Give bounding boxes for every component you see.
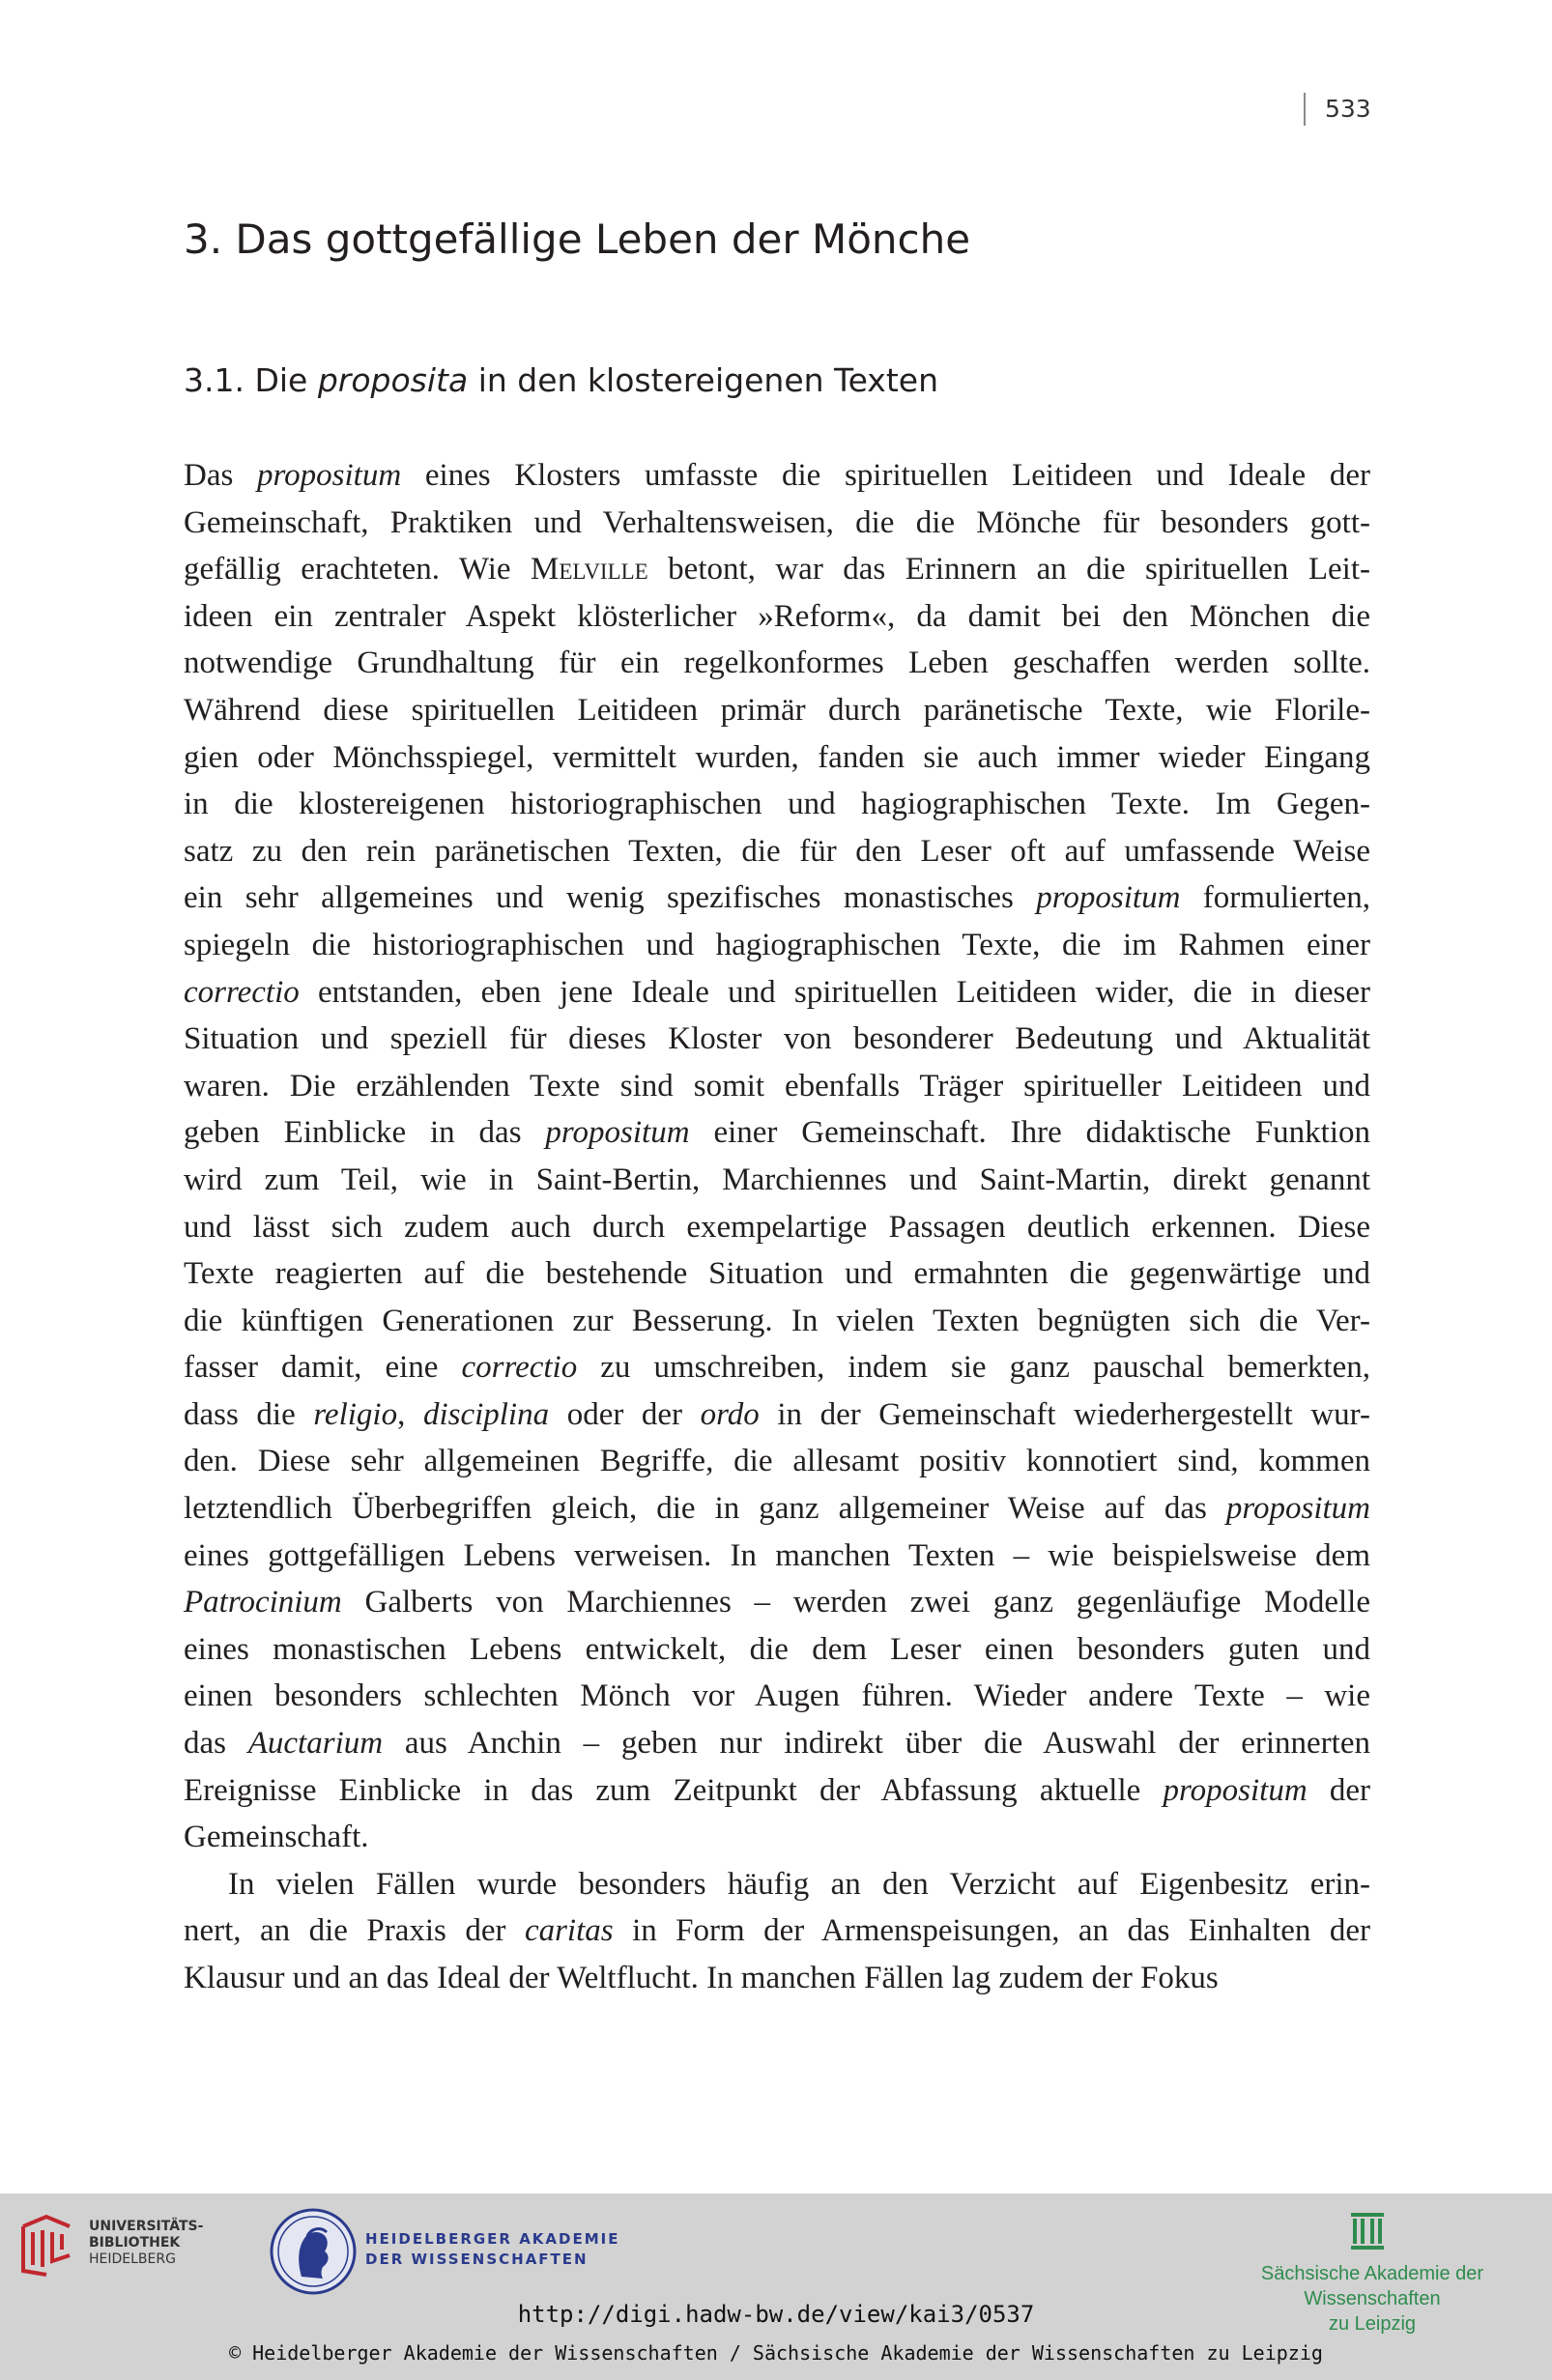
text-run: in Form der Armenspeisungen, an das Einhalten der (613, 1913, 1371, 1949)
text-line (184, 734, 1370, 782)
text-line (184, 1063, 1370, 1110)
text-run: notwendige Grundhaltung für ein regelkonformes Leben geschaffen werden sollte. (184, 645, 1370, 681)
ub-line-3: HEIDELBERG (89, 2251, 176, 2267)
text-run: satz zu den rein paränetischen Texten, die für den Leser oft auf umfassende Weise (184, 833, 1370, 869)
italic-term: propositum (545, 1115, 690, 1151)
text-run: in die klostereigenen historiographischen und hagiographischen Texte. Im Gegen- (184, 787, 1370, 822)
italic-term: Auctarium (247, 1726, 384, 1762)
hadw-line-1: HEIDELBERGER AKADEMIE (365, 2230, 620, 2248)
text-run: gefällig erachteten. Wie (184, 552, 531, 588)
text-line (184, 1391, 1370, 1439)
italic-term: propositum (1225, 1491, 1370, 1527)
text-run: ideen ein zentraler Aspekt klösterlicher »Reform«, da damit bei den Mönchen die (184, 598, 1370, 634)
text-run: wird zum Teil, wie in Saint-Bertin, Marchiennes und Saint-Martin, direkt genannt (184, 1161, 1370, 1197)
italic-term: disciplina (422, 1396, 550, 1432)
text-line (184, 687, 1370, 734)
text-line (184, 1157, 1370, 1204)
ub-line-1: UNIVERSITÄTS- (89, 2219, 204, 2234)
text-run: spiegeln die historiographischen und hagiographischen Texte, die im Rahmen einer (184, 927, 1370, 962)
text-line (184, 1861, 1370, 1908)
italic-term: religio (313, 1396, 398, 1432)
text-line (184, 1298, 1370, 1345)
text-run: die künftigen Generationen zur Besserung. In vielen Texten begnügten sich die Ver- (184, 1303, 1370, 1338)
text-line (184, 1626, 1370, 1674)
text-run: aus Anchin – geben nur indirekt über die Auswahl der erinnerten (383, 1726, 1370, 1762)
text-run: Texte reagierten auf die bestehende Situation und ermahnten die gegenwärtige und (184, 1256, 1370, 1292)
body-text (184, 452, 1370, 2002)
text-run: den. Diese sehr allgemeinen Begriffe, die allesamt positiv konnotiert sind, kommen (184, 1444, 1370, 1479)
section-title-italic: proposita (317, 361, 469, 399)
italic-term: propositum (257, 458, 402, 493)
text-line (184, 500, 1370, 547)
text-line (184, 1344, 1370, 1391)
text-run: betont, war das Erinnern an die spirituellen Leit- (647, 552, 1370, 588)
text-run: gien oder Mönchsspiegel, vermittelt wurden, fanden sie auch immer wieder Eingang (184, 739, 1370, 775)
text-line (184, 452, 1370, 500)
text-line (184, 1579, 1370, 1626)
text-line (184, 1720, 1370, 1767)
text-run: entstanden, eben jene Ideale und spirituellen Leitideen wider, die in dieser (299, 974, 1370, 1010)
text-line (184, 640, 1370, 687)
footer-url-link[interactable]: http://digi.hadw-bw.de/view/kai3/0537 (517, 2301, 1035, 2328)
italic-term: propositum (1163, 1772, 1308, 1808)
text-run: der (1307, 1772, 1371, 1808)
text-run: waren. Die erzählenden Texte sind somit ebenfalls Träger spiritueller Leitideen und (184, 1068, 1370, 1104)
text-run: formulierten, (1180, 880, 1370, 916)
text-run: Situation und speziell für dieses Kloster von besonderer Bedeutung und Aktualität (184, 1021, 1370, 1057)
text-line (184, 546, 1370, 593)
text-run: geben Einblicke in das (184, 1115, 546, 1151)
text-run: eines Klosters umfasste die spirituellen Leitideen und Ideale der (401, 458, 1370, 493)
text-run: letztendlich Überbegriffen gleich, die in ganz allgemeiner Weise auf das (184, 1491, 1226, 1527)
text-run: In vielen Fällen wurde besonders häufig an den Verzicht auf Eigenbesitz erin- (228, 1866, 1370, 1902)
italic-term: propositum (1036, 880, 1181, 916)
text-run: ein sehr allgemeines und wenig spezifisches monastisches (184, 880, 1037, 916)
text-line (184, 969, 1370, 1017)
section-title-rest: in den klostereigenen Texten (468, 361, 938, 399)
text-line (184, 1907, 1370, 1955)
saw-line-2: zu Leipzig (1328, 2313, 1417, 2335)
chapter-title: 3. Das gottgefällige Leben der Mönche (184, 215, 971, 263)
text-run: zu umschreiben, indem sie ganz pauschal bemerkten, (577, 1350, 1370, 1386)
text-run: und lässt sich zudem auch durch exempelartige Passagen deutlich erkennen. Diese (184, 1209, 1370, 1245)
text-run: Ereignisse Einblicke in das zum Zeitpunkt der Abfassung aktuelle (184, 1772, 1164, 1808)
text-line (184, 1673, 1370, 1720)
text-line (184, 593, 1370, 641)
text-run: das (184, 1726, 248, 1762)
text-line (184, 1438, 1370, 1485)
text-line (184, 1814, 1370, 1861)
text-line (184, 1204, 1370, 1251)
hadw-line-2: DER WISSENSCHAFTEN (365, 2251, 589, 2268)
text-line (184, 1250, 1370, 1298)
text-run: Galberts von Marchiennes – werden zwei ganz gegenläufige Modelle (341, 1585, 1370, 1620)
text-run: Das (184, 458, 258, 493)
text-line (184, 1533, 1370, 1580)
italic-term: Patrocinium (184, 1585, 342, 1620)
paragraph-1 (184, 452, 1370, 1861)
saw-line-1: Sächsische Akademie der Wissenschaften (1260, 2263, 1484, 2309)
text-line (184, 828, 1370, 875)
text-line (184, 1109, 1370, 1157)
text-line (184, 922, 1370, 969)
text-run: Gemeinschaft. (184, 1820, 369, 1855)
text-run: Während diese spirituellen Leitideen primär durch paränetische Texte, wie Florile- (184, 692, 1370, 728)
text-run: in der Gemeinschaft wiederhergestellt wur- (759, 1396, 1370, 1432)
ub-line-2: BIBLIOTHEK (89, 2235, 181, 2251)
university-library-logo-icon (17, 2211, 75, 2279)
text-run: , (397, 1396, 423, 1432)
italic-term: correctio (461, 1350, 578, 1386)
text-run: oder der (549, 1396, 701, 1432)
text-run: eines monastischen Lebens entwickelt, die dem Leser einen besonders guten und (184, 1631, 1370, 1667)
text-run: Klausur und an das Ideal der Weltflucht. In manchen Fällen lag zudem der Fokus (184, 1961, 1219, 1995)
academy-name (365, 2229, 620, 2270)
italic-term: ordo (700, 1396, 760, 1432)
italic-term: correctio (184, 974, 300, 1010)
page-number: 533 (1304, 93, 1371, 126)
text-run: nert, an die Praxis der (184, 1913, 525, 1949)
text-line (184, 781, 1370, 828)
text-line (184, 1016, 1370, 1063)
section-title-number: 3.1. Die (184, 361, 318, 399)
university-library-name (89, 2219, 234, 2268)
text-run: fasser damit, eine (184, 1350, 462, 1386)
text-line (184, 1955, 1370, 2002)
footer-copyright: © Heidelberger Akademie der Wissenschaften / Sächsische Akademie der Wissenschaften zu Leipzig (229, 2341, 1323, 2365)
text-line (184, 1767, 1370, 1815)
paragraph-2 (184, 1861, 1370, 2002)
text-line (184, 1485, 1370, 1533)
section-title (184, 358, 938, 404)
text-run: eines gottgefälligen Lebens verweisen. In manchen Texten – wie beispielsweise dem (184, 1537, 1370, 1573)
text-run: einen besonders schlechten Mönch vor Augen führen. Wieder andere Texte – wie (184, 1678, 1370, 1714)
text-run: einer Gemeinschaft. Ihre didaktische Funktion (689, 1115, 1370, 1151)
saxon-academy-building-icon (1351, 2211, 1384, 2251)
text-line (184, 875, 1370, 922)
text-run: Gemeinschaft, Praktiken und Verhaltensweisen, die die Mönche für besonders gott- (184, 504, 1370, 540)
italic-term: caritas (524, 1913, 614, 1949)
academy-seal-icon (269, 2207, 358, 2296)
text-run: dass die (184, 1396, 314, 1432)
author-name-small-caps: Melville (530, 552, 648, 588)
